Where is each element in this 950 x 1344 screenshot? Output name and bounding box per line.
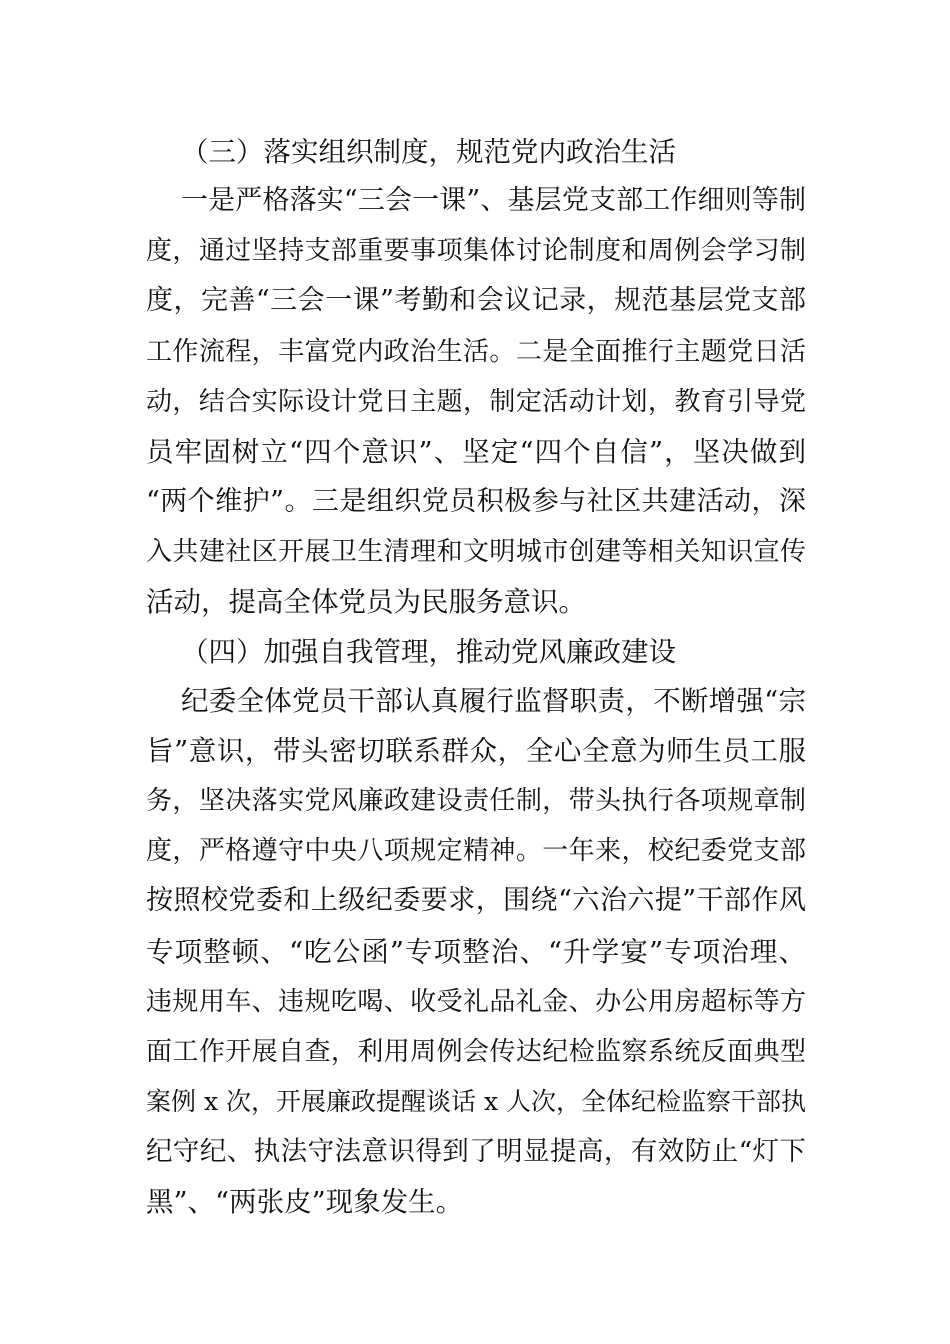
paragraph-line: 员牢固树立“四个意识”、坚定“四个自信”，坚决做到: [146, 436, 806, 468]
paragraph-line: 旨”意识，带头密切联系群众，全心全意为师生员工服: [146, 735, 806, 767]
paragraph-line: 动，结合实际设计党日主题，制定活动计划，教育引导党: [146, 387, 806, 417]
paragraph-line: 按照校党委和上级纪委要求，围绕“六治六提”干部作风: [146, 885, 806, 916]
paragraph-line: 案例 x 次，开展廉政提醒谈话 x 人次，全体纪检监察干部执: [146, 1087, 806, 1116]
paragraph-line: “两个维护”。三是组织党员积极参与社区共建活动，深: [146, 486, 806, 517]
paragraph-line: 度，完善“三会一课”考勤和会议记录，规范基层党支部: [146, 285, 806, 316]
paragraph-line: 纪守纪、执法守法意识得到了明显提高，有效防止“灯下: [146, 1136, 806, 1167]
section-heading-3: （三）落实组织制度，规范党内政治生活: [181, 136, 676, 168]
paragraph-line: 黑”、“两张皮”现象发生。: [146, 1186, 464, 1218]
paragraph-line: 面工作开展自查，利用周例会传达纪检监察系统反面典型: [146, 1037, 806, 1067]
paragraph-line: 度，严格遵守中央八项规定精神。一年来，校纪委党支部: [146, 836, 806, 866]
paragraph-line: 专项整顿、“吃公函”专项整治、“升学宴”专项治理、: [146, 936, 806, 968]
paragraph-line: 务，坚决落实党风廉政建设责任制，带头执行各项规章制: [146, 786, 806, 816]
paragraph-line: 工作流程，丰富党内政治生活。二是全面推行主题党日活: [146, 337, 806, 367]
paragraph-line: 入共建社区开展卫生清理和文明城市创建等相关知识宣传: [146, 537, 806, 567]
section-heading-4: （四）加强自我管理，推动党风廉政建设: [181, 636, 676, 668]
paragraph-line: 活动，提高全体党员为民服务意识。: [146, 586, 586, 618]
paragraph-line: 度，通过坚持支部重要事项集体讨论制度和周例会学习制: [146, 236, 806, 266]
paragraph-line: 纪委全体党员干部认真履行监督职责，不断增强“宗: [181, 685, 806, 717]
paragraph-line: 一是严格落实“三会一课”、基层党支部工作细则等制: [181, 185, 806, 216]
paragraph-line: 违规用车、违规吃喝、收受礼品礼金、办公用房超标等方: [146, 987, 806, 1017]
